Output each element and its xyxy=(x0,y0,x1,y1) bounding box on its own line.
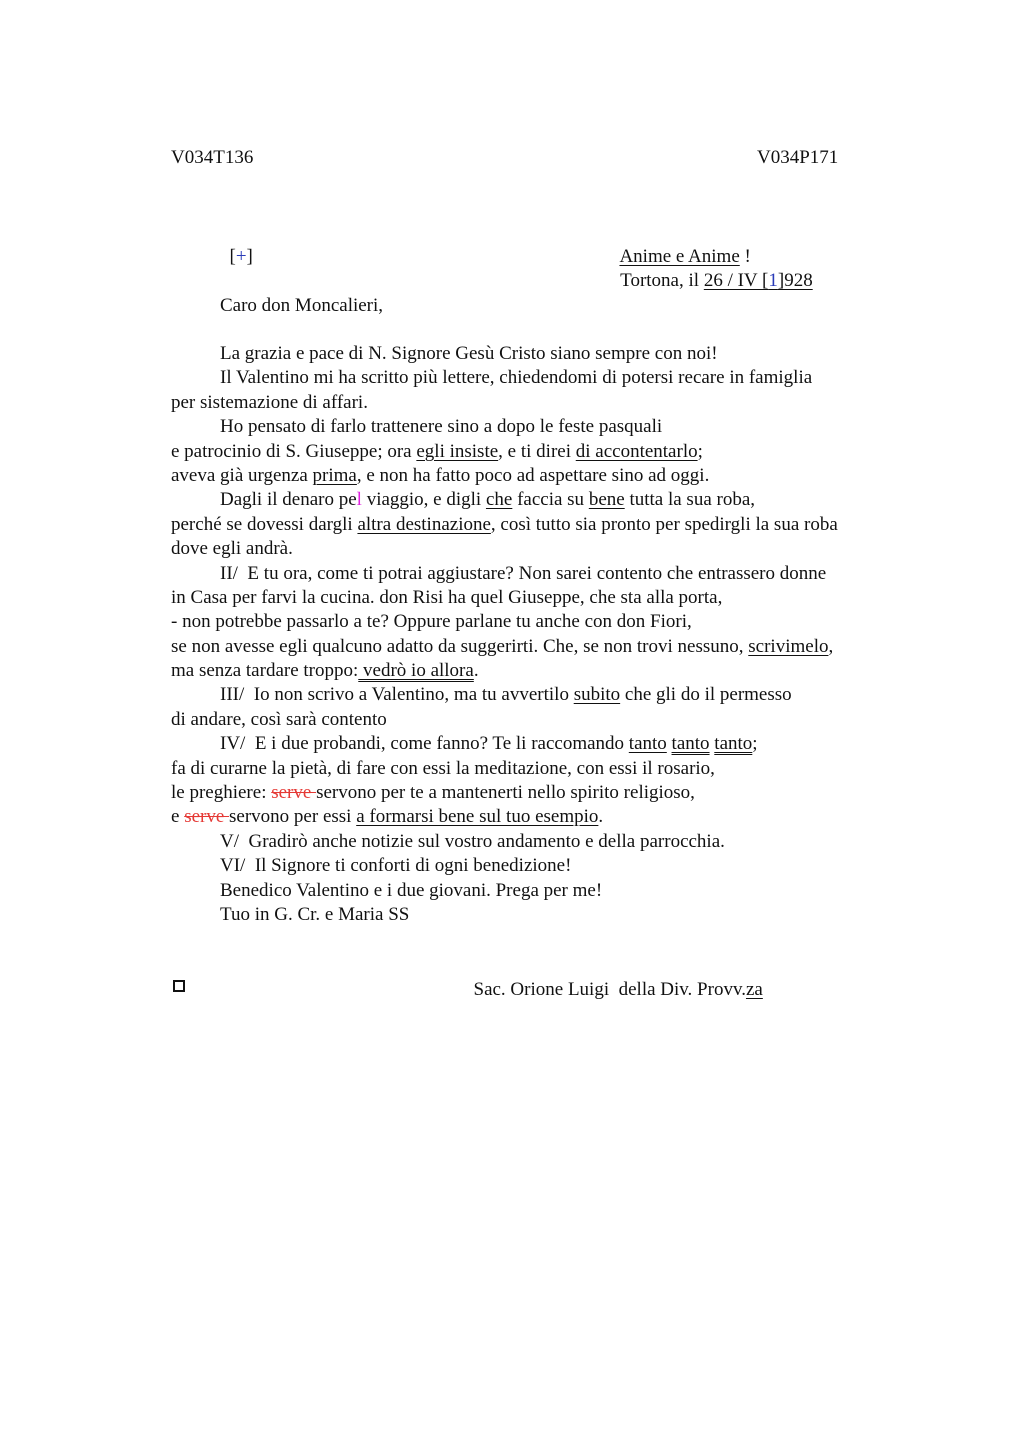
text-run: e xyxy=(171,806,185,828)
cross-mark xyxy=(220,221,253,269)
year-rest: ]928 xyxy=(777,270,813,291)
text-run: le preghiere: xyxy=(171,782,272,804)
underlined-text: tanto xyxy=(628,733,667,755)
text-run: dove egli andrà. xyxy=(171,538,293,560)
letter-body xyxy=(171,342,931,927)
text-run: - non potrebbe passarlo a te? Oppure parlane tu anche con don Fiori, xyxy=(171,611,692,633)
text-run: ma senza tardare troppo: xyxy=(171,660,359,682)
dateline-date xyxy=(704,270,813,291)
document-code-right: V034P171 xyxy=(757,147,839,168)
double-underlined-text: vedrò io allora xyxy=(358,660,474,682)
text-run: tutta la sua roba, xyxy=(624,489,756,511)
body-line xyxy=(171,683,931,707)
document-code-left: V034T136 xyxy=(171,147,254,168)
text-run: servono per te a mantenerti nello spirito religioso, xyxy=(316,782,695,804)
text-run: perché se dovessi dargli xyxy=(171,513,358,535)
year-restored-digit: 1 xyxy=(768,270,778,291)
motto-suffix: ! xyxy=(739,246,751,267)
text-run: . xyxy=(473,660,479,682)
text-run: ; xyxy=(697,440,703,462)
text-run: La grazia e pace di N. Signore Gesù Cristo siano sempre con noi! xyxy=(220,343,718,364)
dateline xyxy=(611,245,813,293)
body-line xyxy=(171,854,931,878)
underlined-text: a formarsi bene sul tuo esempio xyxy=(356,806,599,828)
body-line xyxy=(171,610,931,634)
text-run: V/ Gradirò anche notizie sul vostro andamento e della parrocchia. xyxy=(220,830,725,852)
text-run: che gli do il permesso xyxy=(620,684,792,706)
body-line xyxy=(171,513,931,537)
text-run: . xyxy=(598,806,604,828)
text-run: , così tutto sia pronto per spedirgli la sua roba xyxy=(490,513,838,535)
text-run: viaggio, e digli xyxy=(361,489,486,511)
body-line xyxy=(171,830,931,854)
underlined-text: di accontentarlo xyxy=(575,440,698,462)
signature-suffix: za xyxy=(745,979,763,1000)
text-run: IV/ E i due probandi, come fanno? Te li raccomando xyxy=(220,733,629,755)
signature-main: Sac. Orione Luigi della Div. Provv. xyxy=(473,979,746,1000)
text-run: Il Valentino mi ha scritto più lettere, chiedendomi di potersi recare in famiglia xyxy=(220,367,813,389)
text-run: , e ti direi xyxy=(498,440,576,462)
text-run: se non avesse egli qualcuno adatto da suggerirti. Che, se non trovi nessuno, xyxy=(171,635,749,657)
text-run: VI/ Il Signore ti conforti di ogni benedizione! xyxy=(220,855,572,877)
body-line xyxy=(171,732,931,756)
deleted-text: serve xyxy=(271,782,317,804)
end-marker-square-icon xyxy=(173,980,185,992)
text-run: Ho pensato di farlo trattenere sino a dopo le feste pasquali xyxy=(220,416,663,438)
text-run: III/ Io non scrivo a Valentino, ma tu avvertilo xyxy=(220,684,574,706)
body-line xyxy=(171,708,931,732)
cross-icon: + xyxy=(235,246,247,267)
underlined-text: che xyxy=(485,489,513,511)
double-underlined-text: tanto xyxy=(714,733,753,755)
inserted-letter: l xyxy=(356,489,362,511)
text-run: Dagli il denaro pe xyxy=(220,489,357,511)
body-line xyxy=(171,342,931,366)
text-run: in Casa per farvi la cucina. don Risi ha quel Giuseppe, che sta alla porta, xyxy=(171,586,723,608)
body-line xyxy=(171,757,931,781)
underlined-text: scrivimelo xyxy=(748,635,829,657)
text-run: aveva già urgenza xyxy=(171,464,313,486)
text-run: fa di curarne la pietà, di fare con essi la meditazione, con essi il rosario, xyxy=(171,757,715,779)
bracket-open: [ xyxy=(229,246,236,267)
text-run: per sistemazione di affari. xyxy=(171,391,368,413)
body-line xyxy=(171,805,931,829)
body-line xyxy=(171,635,931,659)
body-line xyxy=(171,903,931,927)
body-line xyxy=(171,586,931,610)
body-line xyxy=(171,488,931,512)
body-line xyxy=(171,659,931,683)
salutation: Caro don Moncalieri, xyxy=(220,295,384,316)
body-line xyxy=(171,537,931,561)
underlined-text: prima xyxy=(312,464,357,486)
text-run: Tuo in G. Cr. e Maria SS xyxy=(220,903,410,925)
motto-text: Anime e Anime xyxy=(619,246,740,267)
dateline-prefix: Tortona, il xyxy=(620,270,704,291)
text-run: di andare, così sarà contento xyxy=(171,708,387,730)
double-underlined-text: tanto xyxy=(671,733,710,755)
text-run: servono per essi xyxy=(229,806,357,828)
text-run: faccia su xyxy=(512,489,589,511)
body-line xyxy=(171,464,931,488)
body-line xyxy=(171,415,931,439)
underlined-text: egli insiste xyxy=(416,440,499,462)
body-line xyxy=(171,879,931,903)
body-line xyxy=(171,366,931,390)
body-line xyxy=(171,391,931,415)
text-run: , e non ha fatto poco ad aspettare sino ad oggi. xyxy=(356,464,710,486)
text-run: Benedico Valentino e i due giovani. Prega per me! xyxy=(220,879,603,901)
body-line xyxy=(171,440,931,464)
signature xyxy=(464,954,763,1002)
date-part: 26 / IV [ xyxy=(703,270,769,291)
text-run: II/ E tu ora, come ti potrai aggiustare? Non sarei contento che entrassero donne xyxy=(220,562,827,584)
underlined-text: bene xyxy=(588,489,625,511)
underlined-text: subito xyxy=(573,684,621,706)
text-run: ; xyxy=(752,733,758,755)
bracket-close: ] xyxy=(246,246,253,267)
body-line xyxy=(171,562,931,586)
text-run: , xyxy=(828,635,834,657)
text-run: e patrocinio di S. Giuseppe; ora xyxy=(171,440,417,462)
deleted-text: serve xyxy=(184,806,230,828)
underlined-text: altra destinazione xyxy=(357,513,491,535)
body-line xyxy=(171,781,931,805)
